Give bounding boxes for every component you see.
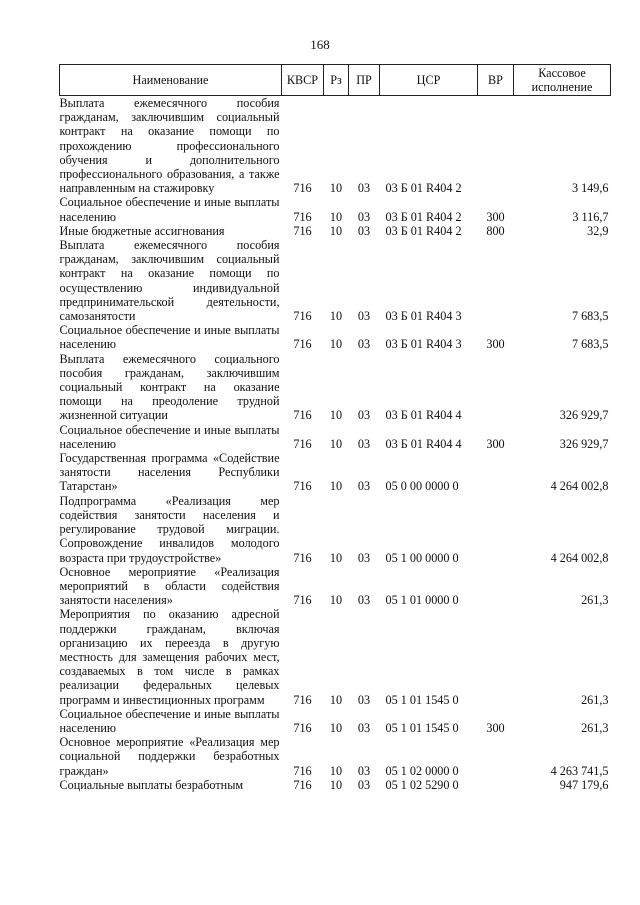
row-name: Подпрограмма «Реализация мер содействия занятости населения и регулирование трудовой миграции. Сопровождение инвалидов молодого возраста при трудоустройстве» xyxy=(59,493,280,565)
table-row xyxy=(60,735,611,778)
row-csr: 03 Б 01 R404 2 xyxy=(385,223,462,238)
row-vr: 300 xyxy=(486,720,505,735)
row-name: Социальное обеспечение и иные выплаты населению xyxy=(59,422,280,451)
row-pr: 03 xyxy=(357,777,371,792)
budget-table xyxy=(59,64,611,792)
row-csr: 03 Б 01 R404 4 xyxy=(385,408,462,423)
row-vr: 300 xyxy=(486,209,505,224)
row-vr xyxy=(478,778,514,792)
row-pr: 03 xyxy=(357,593,371,608)
row-amount: 4 264 002,8 xyxy=(550,550,609,565)
row-name: Выплата ежемесячного социального пособия гражданам, заключившим социальный контракт на оказание помощи на преодоление трудной жизненной ситуации xyxy=(59,351,280,423)
page-number: 168 xyxy=(310,37,330,52)
row-amount: 326 929,7 xyxy=(559,408,609,423)
row-vr xyxy=(478,238,514,323)
row-name: Социальное обеспечение и иные выплаты населению xyxy=(59,323,280,352)
row-kvsr: 716 xyxy=(293,720,312,735)
row-amount: 326 929,7 xyxy=(559,436,609,451)
row-pr: 03 xyxy=(357,209,371,224)
row-csr: 03 Б 01 R404 3 xyxy=(385,309,462,324)
table-row xyxy=(60,707,611,735)
row-vr xyxy=(478,607,514,706)
row-name: Основное мероприятие «Реализация мероприятий в области содействия занятости населения» xyxy=(59,564,280,608)
row-rz: 10 xyxy=(329,593,343,608)
row-csr: 05 1 02 5290 0 xyxy=(385,777,459,792)
table-row xyxy=(60,323,611,351)
row-amount: 32,9 xyxy=(587,223,609,238)
row-name: Социальное обеспечение и иные выплаты населению xyxy=(59,195,280,224)
row-vr xyxy=(478,565,514,608)
row-pr: 03 xyxy=(357,763,371,778)
row-kvsr: 716 xyxy=(293,223,312,238)
row-csr: 03 Б 01 R404 4 xyxy=(385,436,462,451)
table-row xyxy=(60,494,611,565)
header-pr: ПР xyxy=(349,65,380,96)
row-amount: 4 263 741,5 xyxy=(550,763,609,778)
row-pr: 03 xyxy=(357,181,371,196)
row-rz: 10 xyxy=(329,223,343,238)
row-amount: 261,3 xyxy=(581,692,609,707)
row-pr: 03 xyxy=(357,692,371,707)
row-rz: 10 xyxy=(329,550,343,565)
header-rz: Рз xyxy=(324,65,349,96)
header-name: Наименование xyxy=(60,65,282,96)
row-rz: 10 xyxy=(329,692,343,707)
row-name: Мероприятия по оказанию адресной поддержки гражданам, включая организацию их переезда в другую местность для замещения рабочих мест, создаваемых в том числе в рамках реализации федеральных целевых программ и инвестиционных программ xyxy=(59,607,280,707)
row-rz: 10 xyxy=(329,436,343,451)
row-rz: 10 xyxy=(329,720,343,735)
table-row xyxy=(60,451,611,494)
row-amount: 947 179,6 xyxy=(559,777,609,792)
row-vr: 300 xyxy=(486,337,505,352)
row-kvsr: 716 xyxy=(293,408,312,423)
row-amount: 4 264 002,8 xyxy=(550,479,609,494)
row-csr: 05 0 00 0000 0 xyxy=(385,479,459,494)
row-name: Основное мероприятие «Реализация мер социальной поддержки безработных граждан» xyxy=(59,735,280,778)
row-kvsr: 716 xyxy=(293,777,312,792)
table-row xyxy=(60,423,611,451)
row-kvsr: 716 xyxy=(293,309,312,324)
row-pr: 03 xyxy=(357,720,371,735)
table-row xyxy=(60,238,611,323)
row-pr: 03 xyxy=(357,408,371,423)
row-rz: 10 xyxy=(329,479,343,494)
row-amount: 3 149,6 xyxy=(571,181,609,196)
row-kvsr: 716 xyxy=(293,763,312,778)
row-amount: 261,3 xyxy=(581,720,609,735)
table-header-row xyxy=(60,65,611,96)
table-row xyxy=(60,224,611,238)
row-name: Социальное обеспечение и иные выплаты населению xyxy=(59,706,280,735)
row-rz: 10 xyxy=(329,408,343,423)
table-row xyxy=(60,565,611,608)
row-amount: 3 116,7 xyxy=(572,209,609,224)
header-kvsr: КВСР xyxy=(282,65,324,96)
header-vr: ВР xyxy=(478,65,514,96)
row-pr: 03 xyxy=(357,550,371,565)
row-name: Социальные выплаты безработным xyxy=(59,777,244,792)
row-vr: 800 xyxy=(486,223,505,238)
row-name: Иные бюджетные ассигнования xyxy=(59,223,225,238)
row-amount: 261,3 xyxy=(581,593,609,608)
row-kvsr: 716 xyxy=(293,593,312,608)
table-row xyxy=(60,96,611,196)
row-amount: 7 683,5 xyxy=(571,337,609,352)
row-kvsr: 716 xyxy=(293,550,312,565)
row-rz: 10 xyxy=(329,181,343,196)
row-vr xyxy=(478,735,514,778)
row-kvsr: 716 xyxy=(293,337,312,352)
row-pr: 03 xyxy=(357,436,371,451)
row-kvsr: 716 xyxy=(293,436,312,451)
row-rz: 10 xyxy=(329,309,343,324)
row-name: Выплата ежемесячного пособия гражданам, заключившим социальный контракт на оказание помощи по прохождению профессионального обучения и дополнительного профессионального образования, а также направленным на стажировку xyxy=(59,96,280,196)
row-csr: 03 Б 01 R404 2 xyxy=(385,181,462,196)
row-csr: 05 1 01 0000 0 xyxy=(385,593,459,608)
row-rz: 10 xyxy=(329,763,343,778)
row-pr: 03 xyxy=(357,309,371,324)
row-vr: 300 xyxy=(486,436,505,451)
table-row xyxy=(60,195,611,223)
row-pr: 03 xyxy=(357,223,371,238)
header-exec: Кассовое исполнение xyxy=(514,65,611,96)
row-pr: 03 xyxy=(357,337,371,352)
row-kvsr: 716 xyxy=(293,209,312,224)
row-csr: 03 Б 01 R404 2 xyxy=(385,209,462,224)
row-kvsr: 716 xyxy=(293,181,312,196)
row-kvsr: 716 xyxy=(293,479,312,494)
row-rz: 10 xyxy=(329,209,343,224)
row-csr: 03 Б 01 R404 3 xyxy=(385,337,462,352)
row-kvsr: 716 xyxy=(293,692,312,707)
row-rz: 10 xyxy=(329,337,343,352)
table-body xyxy=(60,96,611,792)
row-name: Выплата ежемесячного пособия гражданам, заключившим социальный контракт на оказание помощи по осуществлению индивидуальной предпринимательской деятельности, самозанятости xyxy=(59,238,280,324)
row-vr xyxy=(478,352,514,423)
row-name: Государственная программа «Содействие занятости населения Республики Татарстан» xyxy=(59,451,280,494)
table-row xyxy=(60,607,611,706)
row-amount: 7 683,5 xyxy=(571,309,609,324)
row-rz: 10 xyxy=(329,777,343,792)
row-vr xyxy=(478,451,514,494)
row-csr: 05 1 01 1545 0 xyxy=(385,720,459,735)
row-vr xyxy=(478,96,514,196)
table-row xyxy=(60,352,611,423)
table-row xyxy=(60,778,611,792)
header-csr: ЦСР xyxy=(380,65,478,96)
row-vr xyxy=(478,494,514,565)
row-pr: 03 xyxy=(357,479,371,494)
row-csr: 05 1 01 1545 0 xyxy=(385,692,459,707)
row-csr: 05 1 02 0000 0 xyxy=(385,763,459,778)
row-csr: 05 1 00 0000 0 xyxy=(385,550,459,565)
